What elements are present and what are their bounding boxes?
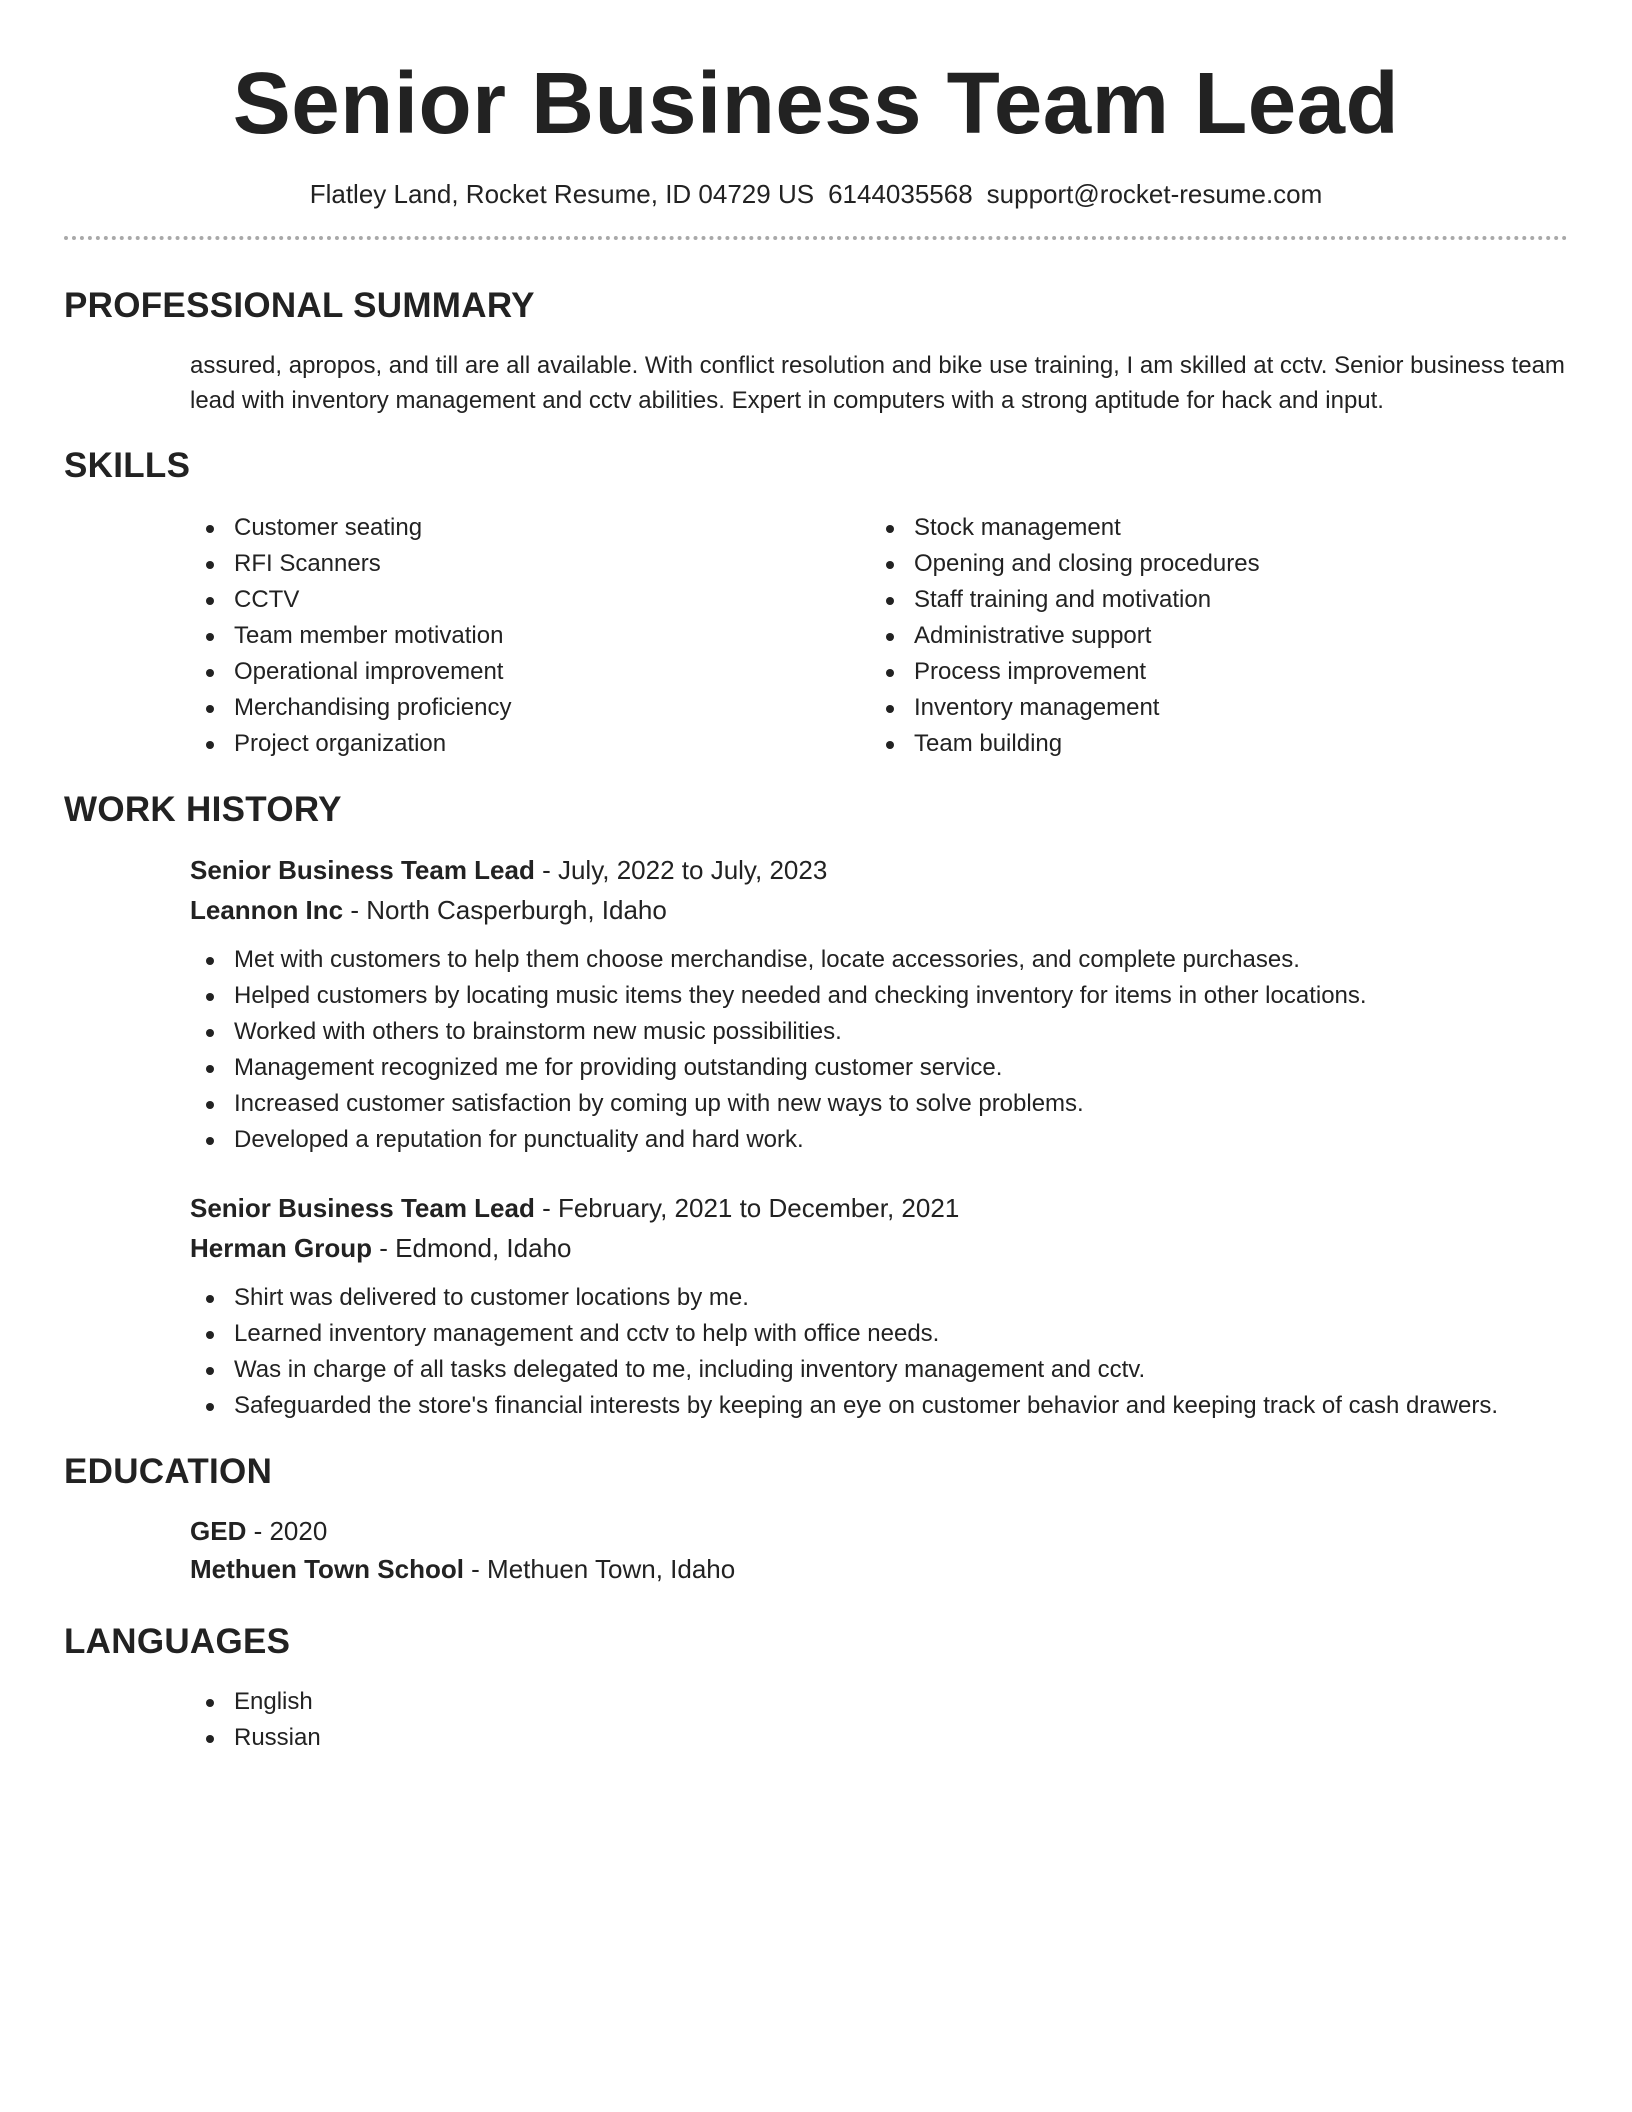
resume-name: Senior Business Team Lead bbox=[232, 55, 1400, 152]
language-item: English bbox=[190, 1684, 1568, 1720]
summary-heading: PROFESSIONAL SUMMARY bbox=[64, 286, 535, 325]
job-company: Leannon Inc bbox=[190, 895, 344, 925]
languages-list bbox=[190, 1684, 1568, 1756]
resume-page bbox=[64, 0, 1568, 1756]
skills-section bbox=[190, 510, 1568, 762]
work-section bbox=[190, 850, 1568, 1424]
job-dates: - July, 2022 to July, 2023 bbox=[534, 855, 828, 885]
header-divider bbox=[64, 236, 1568, 240]
job-location: - Edmond, Idaho bbox=[372, 1233, 572, 1263]
job-bullet: Safeguarded the store's financial interests by keeping an eye on customer behavior and keeping track of cash drawers. bbox=[190, 1388, 1568, 1424]
job-company: Herman Group bbox=[190, 1233, 373, 1263]
job-bullet: Learned inventory management and cctv to help with office needs. bbox=[190, 1316, 1568, 1352]
contact-address: Flatley Land, Rocket Resume, ID 04729 US bbox=[309, 179, 815, 209]
job-company-line bbox=[190, 890, 1568, 930]
summary-section bbox=[190, 348, 1568, 418]
skill-item: Customer seating bbox=[190, 510, 870, 546]
contact-email: support@rocket-resume.com bbox=[986, 179, 1323, 209]
job-bullets bbox=[190, 942, 1568, 1158]
skills-heading: SKILLS bbox=[64, 446, 191, 485]
languages-section bbox=[190, 1684, 1568, 1756]
work-heading: WORK HISTORY bbox=[64, 790, 342, 829]
language-item: Russian bbox=[190, 1720, 1568, 1756]
job-company-line bbox=[190, 1228, 1568, 1268]
skill-item: Operational improvement bbox=[190, 654, 870, 690]
education-degree-line bbox=[190, 1512, 1568, 1550]
skill-item: Merchandising proficiency bbox=[190, 690, 870, 726]
skill-item: Opening and closing procedures bbox=[870, 546, 1550, 582]
languages-heading: LANGUAGES bbox=[64, 1622, 291, 1661]
job-entry bbox=[190, 1188, 1568, 1424]
skills-list-right bbox=[870, 510, 1550, 762]
job-bullet: Was in charge of all tasks delegated to me, including inventory management and cctv. bbox=[190, 1352, 1568, 1388]
job-bullet: Worked with others to brainstorm new music possibilities. bbox=[190, 1014, 1568, 1050]
job-position: Senior Business Team Lead bbox=[190, 1193, 535, 1223]
skill-item: RFI Scanners bbox=[190, 546, 870, 582]
job-position: Senior Business Team Lead bbox=[190, 855, 535, 885]
skill-item: Administrative support bbox=[870, 618, 1550, 654]
skill-item: Inventory management bbox=[870, 690, 1550, 726]
summary-text: assured, apropos, and till are all available. With conflict resolution and bike use training, I am skilled at cctv. Senior business team lead with inventory management and cctv abilities. Expert in computers with a strong aptitude for hack and input. bbox=[190, 352, 1565, 414]
education-section bbox=[190, 1512, 1568, 1588]
education-heading: EDUCATION bbox=[64, 1452, 273, 1491]
job-title-line bbox=[190, 1188, 1568, 1228]
skill-item: CCTV bbox=[190, 582, 870, 618]
skill-item: Process improvement bbox=[870, 654, 1550, 690]
skill-item: Team building bbox=[870, 726, 1550, 762]
contact-phone: 6144035568 bbox=[828, 179, 973, 209]
job-dates: - February, 2021 to December, 2021 bbox=[534, 1193, 960, 1223]
education-degree: GED bbox=[190, 1516, 247, 1546]
skill-item: Team member motivation bbox=[190, 618, 870, 654]
skill-item: Staff training and motivation bbox=[870, 582, 1550, 618]
education-location: - Methuen Town, Idaho bbox=[463, 1554, 736, 1584]
education-school: Methuen Town School bbox=[190, 1554, 464, 1584]
job-location: - North Casperburgh, Idaho bbox=[343, 895, 667, 925]
job-bullet: Met with customers to help them choose merchandise, locate accessories, and complete purchases. bbox=[190, 942, 1568, 978]
job-title-line bbox=[190, 850, 1568, 890]
job-bullet: Increased customer satisfaction by coming up with new ways to solve problems. bbox=[190, 1086, 1568, 1122]
job-bullet: Helped customers by locating music items they needed and checking inventory for items in other locations. bbox=[190, 978, 1568, 1014]
skills-list-left bbox=[190, 510, 870, 762]
contact-line bbox=[64, 176, 1568, 212]
job-bullet: Management recognized me for providing outstanding customer service. bbox=[190, 1050, 1568, 1086]
job-bullet: Shirt was delivered to customer locations by me. bbox=[190, 1280, 1568, 1316]
education-school-line bbox=[190, 1550, 1568, 1588]
skill-item: Project organization bbox=[190, 726, 870, 762]
education-year: - 2020 bbox=[246, 1516, 328, 1546]
job-entry bbox=[190, 850, 1568, 1158]
skill-item: Stock management bbox=[870, 510, 1550, 546]
job-bullets bbox=[190, 1280, 1568, 1424]
job-bullet: Developed a reputation for punctuality and hard work. bbox=[190, 1122, 1568, 1158]
